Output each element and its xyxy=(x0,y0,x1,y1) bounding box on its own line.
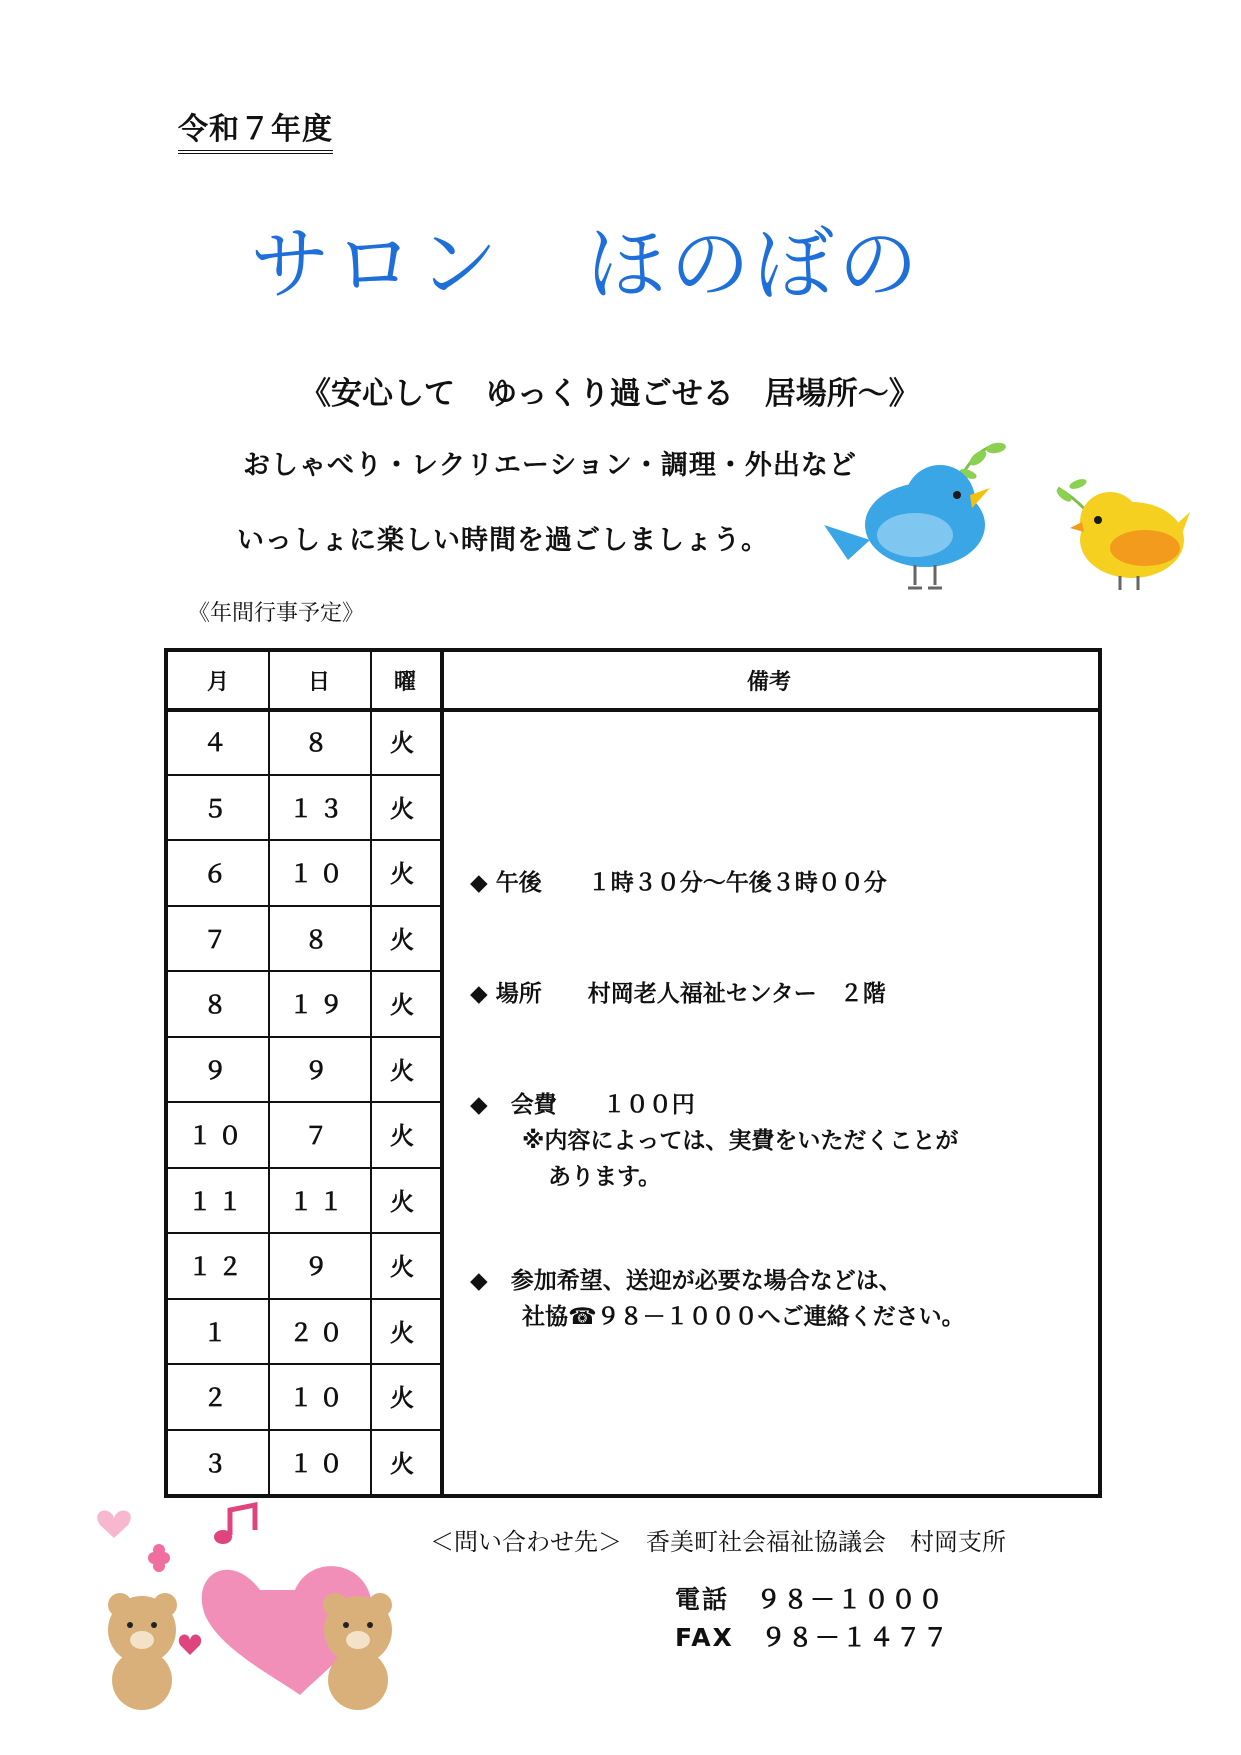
table-cell-month: １１ xyxy=(188,1187,248,1216)
note-fee-detail-2: あります。 xyxy=(548,1164,662,1190)
note-fee-detail: ※内容によっては、実費をいただくことが xyxy=(522,1128,959,1154)
table-cell-day: １０ xyxy=(289,1449,349,1478)
table-cell-weekday: 火 xyxy=(390,1449,420,1478)
description-line-1: おしゃべり・レクリエーション・調理・外出など xyxy=(243,450,857,481)
subtitle: 《安心して ゆっくり過ごせる 居場所～》 xyxy=(300,376,920,412)
table-cell-month: ２ xyxy=(203,1384,233,1413)
table-cell-day: １１ xyxy=(289,1187,349,1216)
table-cell-month: ５ xyxy=(203,794,233,823)
table-cell-month: ９ xyxy=(203,1056,233,1085)
table-cell-month: ８ xyxy=(203,991,233,1020)
header-weekday: 曜 xyxy=(393,669,416,695)
table-cell-day: １９ xyxy=(289,991,349,1020)
table-cell-month: ７ xyxy=(203,925,233,954)
table-cell-day: ７ xyxy=(304,1122,334,1151)
table-cell-month: ６ xyxy=(203,860,233,889)
table-cell-day: １３ xyxy=(289,794,349,823)
note-contact-2: 社協☎９８－１０００へご連絡ください。 xyxy=(522,1304,965,1330)
schedule-heading: 《年間行事予定》 xyxy=(188,601,365,626)
table-cell-weekday: 火 xyxy=(390,794,420,823)
header-notes: 備考 xyxy=(746,669,791,695)
table-cell-day: ８ xyxy=(304,729,334,758)
table-cell-day: ９ xyxy=(304,1056,334,1085)
year-label: 令和７年度 xyxy=(178,104,333,154)
description-line-2: いっしょに楽しい時間を過ごしましょう。 xyxy=(237,525,769,556)
schedule-table xyxy=(164,648,1102,1498)
contact-info: ＜問い合わせ先＞ 香美町社会福祉協議会 村岡支所 xyxy=(430,1528,1006,1556)
fax-number: FAX ９８－１４７７ xyxy=(675,1623,950,1652)
birds-icon xyxy=(820,440,1190,600)
table-cell-weekday: 火 xyxy=(390,729,420,758)
bears-with-heart-icon xyxy=(80,1500,420,1720)
table-cell-month: １２ xyxy=(188,1253,248,1282)
table-cell-day: １０ xyxy=(289,1384,349,1413)
table-cell-day: ８ xyxy=(304,925,334,954)
table-cell-weekday: 火 xyxy=(390,1384,420,1413)
header-day: 日 xyxy=(307,669,330,695)
table-cell-day: ２０ xyxy=(289,1318,349,1347)
note-fee: ◆ 会費 １００円 xyxy=(470,1092,695,1118)
table-cell-weekday: 火 xyxy=(390,991,420,1020)
page-title: サロン ほのぼの xyxy=(250,218,922,311)
table-cell-month: １０ xyxy=(188,1122,248,1151)
note-place: ◆ 場所 村岡老人福祉センター ２階 xyxy=(470,981,886,1007)
table-cell-weekday: 火 xyxy=(390,1253,420,1282)
table-cell-weekday: 火 xyxy=(390,1056,420,1085)
note-contact: ◆ 参加希望、送迎が必要な場合などは、 xyxy=(470,1268,902,1294)
table-cell-month: ３ xyxy=(203,1449,233,1478)
table-cell-weekday: 火 xyxy=(390,925,420,954)
yellow-bird-icon xyxy=(1055,477,1190,590)
phone-number: 電話 ９８－１０００ xyxy=(675,1585,946,1614)
table-cell-weekday: 火 xyxy=(390,1187,420,1216)
table-cell-day: ９ xyxy=(304,1253,334,1282)
table-cell-day: １０ xyxy=(289,860,349,889)
header-month: 月 xyxy=(206,669,229,695)
table-column-divider xyxy=(440,652,444,1494)
table-cell-weekday: 火 xyxy=(390,860,420,889)
table-cell-month: ４ xyxy=(203,729,233,758)
blue-bird-icon xyxy=(824,441,1007,588)
table-cell-weekday: 火 xyxy=(390,1122,420,1151)
note-time: ◆ 午後 １時３０分～午後３時００分 xyxy=(470,870,887,896)
table-cell-weekday: 火 xyxy=(390,1318,420,1347)
table-cell-month: １ xyxy=(203,1318,233,1347)
